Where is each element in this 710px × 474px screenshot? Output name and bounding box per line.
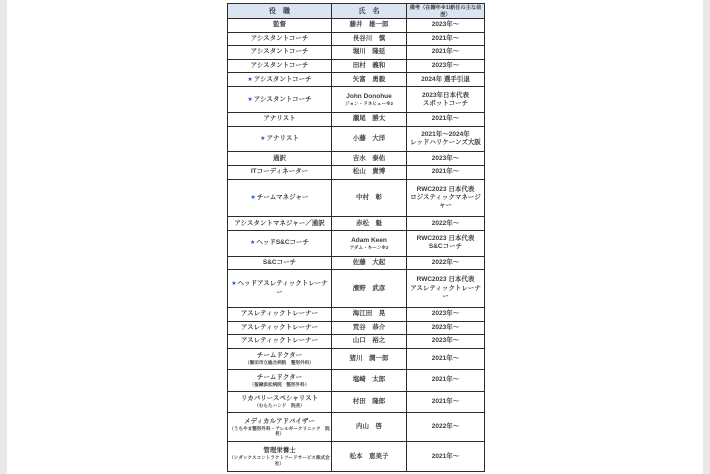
table-row (228, 59, 485, 73)
name-cell (332, 126, 407, 152)
name-cell (332, 442, 407, 472)
position-label: チームドクター (256, 352, 303, 360)
position-cell (228, 391, 332, 412)
position-label: ヘッドS&Cコーチ (256, 239, 310, 247)
position-cell (228, 179, 332, 217)
name-label: 山口 裕之 (352, 337, 386, 345)
position-label: アシスタントマネジャー／通訳 (234, 219, 325, 227)
position-cell (228, 321, 332, 335)
remarks-line: 2021年～ (431, 34, 460, 42)
table-row (228, 391, 485, 412)
name-label: 吉水 泰佑 (352, 154, 386, 162)
name-cell (332, 152, 407, 166)
table-row (228, 442, 485, 472)
new-staff-star-icon: ★ (260, 135, 266, 142)
position-label: アシスタントコーチ (250, 48, 309, 56)
staff-table (227, 3, 485, 472)
position-label: アナリスト (263, 115, 296, 123)
position-cell (228, 256, 332, 270)
name-label: 赤松 魁 (356, 219, 382, 227)
position-sub-label: （磐田市立総合病院 整形外科） (245, 360, 314, 366)
name-label: 田村 義和 (352, 61, 386, 69)
position-label: アスレティックトレーナー (240, 337, 319, 345)
remarks-line: RWC2023 日本代表 (416, 235, 475, 243)
position-label: アシスタントコーチ (253, 75, 312, 83)
position-label: 監督 (273, 21, 286, 29)
name-label: 小藤 大洋 (352, 135, 386, 142)
name-cell (332, 179, 407, 217)
remarks-cell (407, 87, 485, 113)
remarks-cell (407, 348, 485, 369)
position-label: 通訳 (273, 154, 286, 162)
name-cell (332, 165, 407, 179)
remarks-line: 2022年～ (431, 219, 460, 227)
remarks-cell (407, 32, 485, 46)
remarks-cell (407, 442, 485, 472)
position-sub-label: （うちやま整形外科・アレルギークリニック 院長） (229, 426, 330, 437)
table-row (228, 165, 485, 179)
name-cell (332, 32, 407, 46)
name-label: 塩崎 太郎 (352, 376, 386, 384)
remarks-line: スポットコーチ (422, 99, 469, 107)
position-cell (228, 87, 332, 113)
position-label: チームマネジャー (256, 193, 309, 201)
column-header-position: 役 職 (228, 4, 332, 19)
remarks-cell (407, 59, 485, 73)
name-cell (332, 230, 407, 256)
remarks-line: 2023年～ (431, 61, 460, 69)
remarks-line: 2023年～ (431, 337, 460, 345)
position-label: アナリスト (266, 134, 299, 142)
position-cell (228, 348, 332, 369)
remarks-line: 2023年～ (431, 323, 460, 331)
table-row (228, 270, 485, 308)
name-cell (332, 370, 407, 391)
remarks-cell (407, 391, 485, 412)
remarks-cell (407, 256, 485, 270)
name-cell (332, 113, 407, 127)
name-cell (332, 308, 407, 322)
new-staff-star-icon: ★ (249, 240, 256, 247)
table-row (228, 348, 485, 369)
table-row (228, 73, 485, 87)
table-row (228, 126, 485, 152)
name-label: 佐藤 大起 (352, 258, 386, 266)
remarks-cell (407, 113, 485, 127)
position-label: ITコーディネーター (250, 168, 309, 176)
remarks-line: 2021年～ (431, 452, 460, 460)
position-cell (228, 19, 332, 33)
name-cell (332, 391, 407, 412)
new-staff-star-icon: ★ (247, 96, 253, 103)
position-cell (228, 217, 332, 231)
position-cell (228, 126, 332, 152)
remarks-cell (407, 217, 485, 231)
column-header-name: 氏 名 (332, 4, 407, 19)
remarks-line: 2021年～ (431, 354, 460, 362)
table-row (228, 46, 485, 60)
name-label: 瀬尾 勝太 (352, 115, 386, 123)
position-cell (228, 370, 332, 391)
remarks-line: 2023年～ (431, 310, 460, 318)
name-label: John Donohue (346, 93, 392, 101)
position-label: アスレティックトレーナー (240, 310, 319, 318)
remarks-line: S&Cコーチ (428, 243, 463, 251)
name-sub-label: アダム・キーン※2 (349, 244, 389, 250)
position-label: リカバリースペシャリスト (240, 395, 319, 403)
position-cell (228, 152, 332, 166)
staff-table-body (228, 19, 485, 472)
name-label: 矢富 勇毅 (352, 75, 386, 83)
remarks-cell (407, 230, 485, 256)
position-cell (228, 270, 332, 308)
name-cell (332, 348, 407, 369)
name-label: 松山 貴博 (352, 168, 386, 176)
name-label: 松本 恵美子 (349, 452, 389, 460)
table-row (228, 152, 485, 166)
remarks-line: レッドハリケーンズ大阪 (410, 139, 481, 147)
remarks-line: ロジスティックマネージャー (410, 193, 481, 210)
remarks-line: 2023年～ (431, 21, 460, 29)
position-sub-label: （むらたハンド 院長） (254, 403, 305, 409)
position-label: アシスタントコーチ (250, 34, 309, 42)
table-row (228, 179, 485, 217)
remarks-line: 2021年～ (431, 397, 460, 405)
name-cell (332, 256, 407, 270)
remarks-line: 2021年～ (431, 48, 460, 56)
name-cell (332, 217, 407, 231)
name-cell (332, 59, 407, 73)
name-cell (332, 413, 407, 442)
name-label: 堀川 隆延 (352, 48, 386, 56)
name-label: Adam Keen (351, 236, 387, 244)
remarks-cell (407, 370, 485, 391)
table-row (228, 370, 485, 391)
remarks-line: アスレティックトレーナー (410, 284, 481, 300)
remarks-line: RWC2023 日本代表 (416, 185, 475, 193)
remarks-line: 2021年～ (431, 115, 460, 123)
position-cell (228, 32, 332, 46)
name-cell (332, 270, 407, 308)
remarks-cell (407, 321, 485, 335)
position-cell (228, 165, 332, 179)
remarks-cell (407, 335, 485, 349)
position-cell (228, 335, 332, 349)
position-cell (228, 73, 332, 87)
left-margin-band (0, 0, 7, 474)
remarks-line: 2022年～ (431, 423, 460, 431)
remarks-cell (407, 152, 485, 166)
name-label: 中村 彰 (356, 193, 382, 201)
name-label: 猪川 潤一郎 (349, 354, 389, 362)
table-row (228, 217, 485, 231)
table-row (228, 321, 485, 335)
name-label: 藤井 雄一郎 (349, 21, 389, 29)
position-sub-label: （シダックスコントラクトフードサービス株式会社） (229, 455, 330, 466)
name-label: 濱野 武彦 (352, 284, 386, 292)
remarks-line: 2023年日本代表 (422, 91, 469, 99)
name-cell (332, 46, 407, 60)
name-label: 長谷川 慎 (352, 34, 386, 42)
table-row (228, 230, 485, 256)
position-sub-label: （聖隷浜松病院 整形外科） (249, 381, 310, 387)
name-label: 海江田 晃 (352, 310, 386, 318)
table-row (228, 335, 485, 349)
name-cell (332, 73, 407, 87)
remarks-cell (407, 413, 485, 442)
table-row (228, 32, 485, 46)
remarks-line: 2021年～2024年 (421, 130, 470, 138)
remarks-cell (407, 126, 485, 152)
name-cell (332, 19, 407, 33)
name-cell (332, 87, 407, 113)
position-cell (228, 413, 332, 442)
remarks-cell (407, 19, 485, 33)
remarks-line: RWC2023 日本代表 (416, 276, 475, 284)
position-label: 管理栄養士 (263, 447, 296, 455)
position-label: S&Cコーチ (262, 258, 297, 266)
remarks-cell (407, 270, 485, 308)
table-row (228, 19, 485, 33)
position-cell (228, 442, 332, 472)
remarks-line: 2024年 選手引退 (421, 75, 470, 83)
remarks-line: 2021年～ (431, 376, 460, 384)
new-staff-star-icon: ★ (231, 281, 237, 288)
remarks-cell (407, 165, 485, 179)
position-cell (228, 59, 332, 73)
table-row (228, 87, 485, 113)
remarks-line: 2022年～ (431, 258, 460, 266)
remarks-cell (407, 46, 485, 60)
position-cell (228, 308, 332, 322)
name-label: 荒谷 恭介 (352, 323, 386, 331)
table-row (228, 256, 485, 270)
position-label: アスレティックトレーナー (240, 323, 319, 331)
table-row (228, 413, 485, 442)
position-label: アシスタントコーチ (253, 95, 312, 103)
name-cell (332, 335, 407, 349)
table-row (228, 308, 485, 322)
table-row (228, 113, 485, 127)
position-cell (228, 46, 332, 60)
name-cell (332, 321, 407, 335)
new-staff-star-icon: ★ (247, 76, 253, 83)
remarks-cell (407, 179, 485, 217)
position-label: アシスタントコーチ (250, 61, 309, 69)
column-header-remarks: 備考（在籍年※1/新任の主な前歴） (407, 4, 485, 19)
remarks-line: 2023年～ (431, 154, 460, 162)
remarks-cell (407, 73, 485, 87)
name-label: 村田 隆郎 (352, 397, 386, 405)
position-label: チームドクター (256, 373, 303, 381)
right-margin-band (703, 0, 710, 474)
header-row (228, 4, 485, 19)
remarks-cell (407, 308, 485, 322)
position-label: ヘッドアスレティックトレーナー (237, 280, 328, 296)
new-staff-star-icon: ★ (250, 194, 256, 201)
name-label: 内山 啓 (356, 423, 382, 431)
name-sub-label: ジョン・ドネヒュー※2 (344, 101, 394, 107)
position-cell (228, 113, 332, 127)
remarks-line: 2021年～ (431, 168, 460, 176)
position-cell (228, 230, 332, 256)
position-label: メディカルアドバイザー (244, 417, 315, 425)
